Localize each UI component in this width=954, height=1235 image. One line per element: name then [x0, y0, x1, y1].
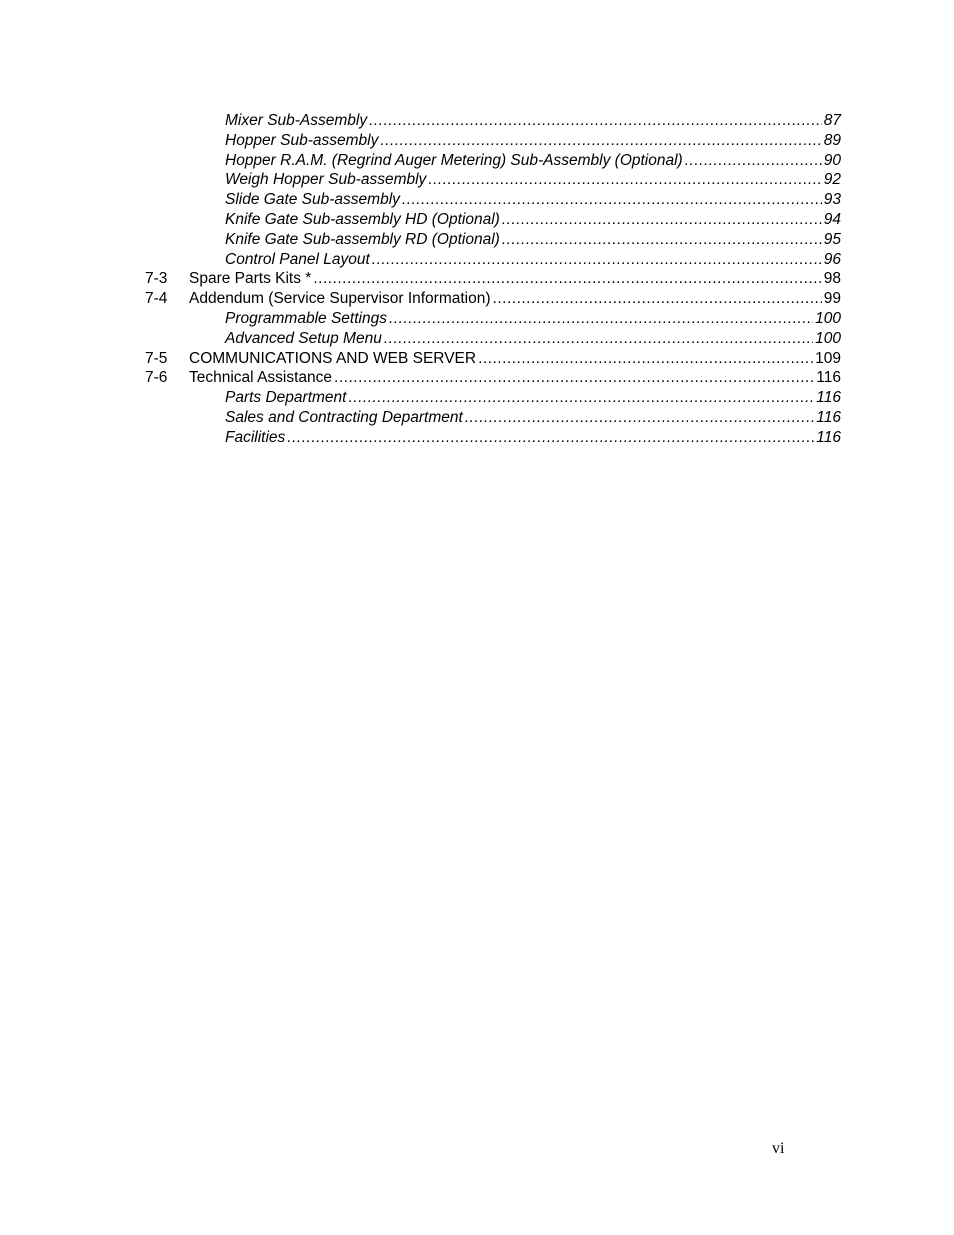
- toc-entry-title: Programmable Settings: [225, 309, 387, 327]
- toc-entry-page: 116: [816, 369, 841, 387]
- toc-entry-mixer-sub-assembly[interactable]: [0, 111, 954, 131]
- toc-entry-title: Sales and Contracting Department: [225, 408, 463, 426]
- toc-dot-leader: [428, 170, 821, 190]
- toc-section-7-4[interactable]: [0, 289, 954, 309]
- toc-entry-page: 116: [816, 389, 841, 407]
- toc-entry-page: 116: [816, 408, 841, 426]
- toc-entry-page: 95: [823, 230, 841, 248]
- toc-section-7-5[interactable]: [0, 349, 954, 369]
- toc-entry-slide-gate-sub-assembly[interactable]: [0, 190, 954, 210]
- toc-dot-leader: [313, 269, 821, 289]
- toc-entry-page: 93: [823, 191, 841, 209]
- toc-entry-page: 100: [815, 329, 841, 347]
- table-of-contents: [0, 111, 954, 448]
- toc-dot-leader: [493, 289, 822, 309]
- toc-entry-title: Hopper R.A.M. (Regrind Auger Metering) Sub-Assembly (Optional): [225, 151, 683, 169]
- toc-dot-leader: [389, 309, 813, 329]
- toc-dot-leader: [380, 131, 821, 151]
- toc-entry-title: Advanced Setup Menu: [225, 329, 382, 347]
- toc-dot-leader: [502, 210, 822, 230]
- toc-entry-advanced-setup-menu[interactable]: [0, 329, 954, 349]
- toc-entry-facilities[interactable]: [0, 428, 954, 448]
- toc-entry-title: Weigh Hopper Sub-assembly: [225, 171, 427, 189]
- toc-entry-title: Spare Parts Kits *: [189, 270, 312, 288]
- toc-dot-leader: [685, 151, 822, 171]
- toc-dot-leader: [372, 250, 822, 270]
- toc-dot-leader: [287, 428, 814, 448]
- toc-entry-title: Mixer Sub-Assembly: [225, 112, 368, 129]
- toc-dot-leader: [369, 111, 822, 131]
- toc-section-7-3[interactable]: [0, 269, 954, 289]
- toc-dot-leader: [348, 388, 814, 408]
- toc-entry-title: Addendum (Service Supervisor Information): [189, 290, 491, 308]
- toc-dot-leader: [465, 408, 814, 428]
- toc-entry-title: Parts Department: [225, 389, 347, 407]
- toc-dot-leader: [384, 329, 813, 349]
- toc-entry-sales-contracting[interactable]: [0, 408, 954, 428]
- toc-entry-title: Knife Gate Sub-assembly RD (Optional): [225, 230, 500, 248]
- toc-section-number: 7-6: [145, 369, 168, 387]
- page-number: vi: [772, 1140, 785, 1157]
- toc-entry-page: 89: [823, 131, 841, 149]
- toc-entry-page: 116: [816, 428, 841, 446]
- toc-dot-leader: [334, 368, 814, 388]
- toc-entry-page: 87: [823, 112, 841, 129]
- toc-entry-title: Hopper Sub-assembly: [225, 131, 379, 149]
- toc-entry-title: Knife Gate Sub-assembly HD (Optional): [225, 210, 500, 228]
- toc-entry-hopper-ram-sub-assembly[interactable]: [0, 151, 954, 171]
- toc-dot-leader: [502, 230, 822, 250]
- toc-entry-title: Control Panel Layout: [225, 250, 370, 268]
- toc-entry-title: Technical Assistance: [189, 369, 333, 387]
- toc-entry-page: 98: [823, 270, 841, 288]
- toc-entry-page: 109: [815, 349, 841, 367]
- toc-entry-weigh-hopper-sub-assembly[interactable]: [0, 170, 954, 190]
- toc-entry-page: 94: [823, 210, 841, 228]
- toc-section-7-6[interactable]: [0, 368, 954, 388]
- toc-entry-title: COMMUNICATIONS AND WEB SERVER: [189, 349, 477, 367]
- toc-entry-page: 100: [815, 309, 841, 327]
- toc-entry-knife-gate-rd[interactable]: [0, 230, 954, 250]
- toc-entry-knife-gate-hd[interactable]: [0, 210, 954, 230]
- toc-section-number: 7-4: [145, 290, 168, 308]
- toc-section-number: 7-3: [145, 270, 168, 288]
- toc-entry-page: 90: [823, 151, 841, 169]
- toc-entry-page: 96: [823, 250, 841, 268]
- toc-dot-leader: [402, 190, 822, 210]
- toc-entry-control-panel-layout[interactable]: [0, 250, 954, 270]
- toc-entry-title: Facilities: [225, 428, 286, 446]
- toc-entry-parts-department[interactable]: [0, 388, 954, 408]
- toc-entry-page: 99: [823, 290, 841, 308]
- toc-entry-title: Slide Gate Sub-assembly: [225, 191, 400, 209]
- toc-entry-programmable-settings[interactable]: [0, 309, 954, 329]
- toc-entry-page: 92: [823, 171, 841, 189]
- toc-section-number: 7-5: [145, 349, 168, 367]
- toc-dot-leader: [478, 349, 813, 369]
- toc-entry-hopper-sub-assembly[interactable]: [0, 131, 954, 151]
